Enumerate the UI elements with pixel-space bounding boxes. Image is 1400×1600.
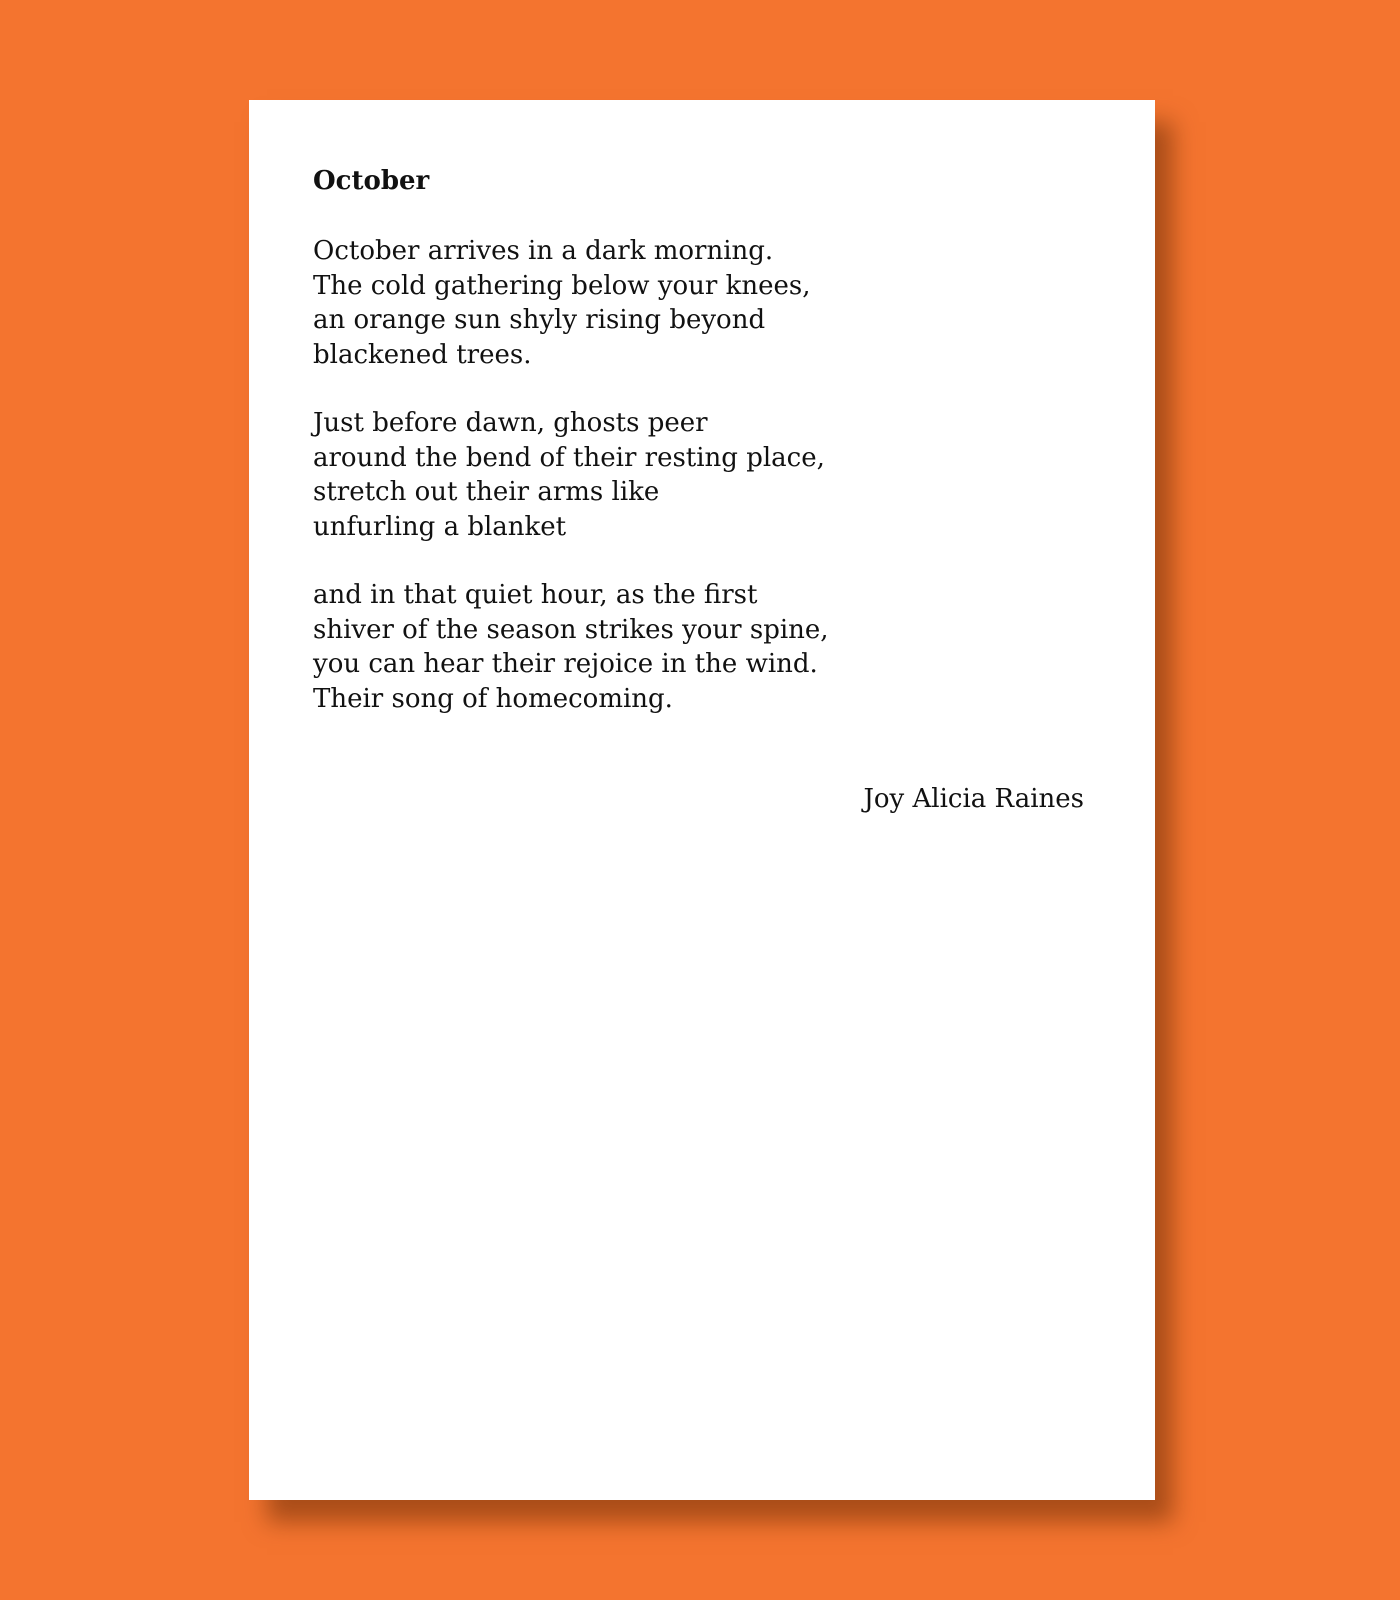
poem-page <box>249 100 1155 1500</box>
poem-line: Their song of homecoming. <box>313 683 673 714</box>
poem-line: you can hear their rejoice in the wind. <box>313 649 818 679</box>
poem-line: around the bend of their resting place, <box>313 442 825 473</box>
stanza-2 <box>313 406 825 544</box>
stanza-1 <box>313 234 810 372</box>
poem-line: shiver of the season strikes your spine, <box>313 614 829 645</box>
poem-line: an orange sun shyly rising beyond <box>313 305 766 335</box>
poem-line: stretch out their arms like <box>313 477 660 507</box>
poem-line: unfurling a blanket <box>313 511 567 542</box>
poem-line: October arrives in a dark morning. <box>313 236 774 266</box>
poem-title: October <box>313 166 430 196</box>
poem-line: The cold gathering below your knees, <box>313 270 811 301</box>
poem-line: Just before dawn, ghosts peer <box>313 408 708 438</box>
stanza-3 <box>313 578 829 716</box>
author-name: Joy Alicia Raines <box>863 784 1084 814</box>
poem-line: blackened trees. <box>313 339 532 370</box>
poem-line: and in that quiet hour, as the first <box>313 580 758 610</box>
